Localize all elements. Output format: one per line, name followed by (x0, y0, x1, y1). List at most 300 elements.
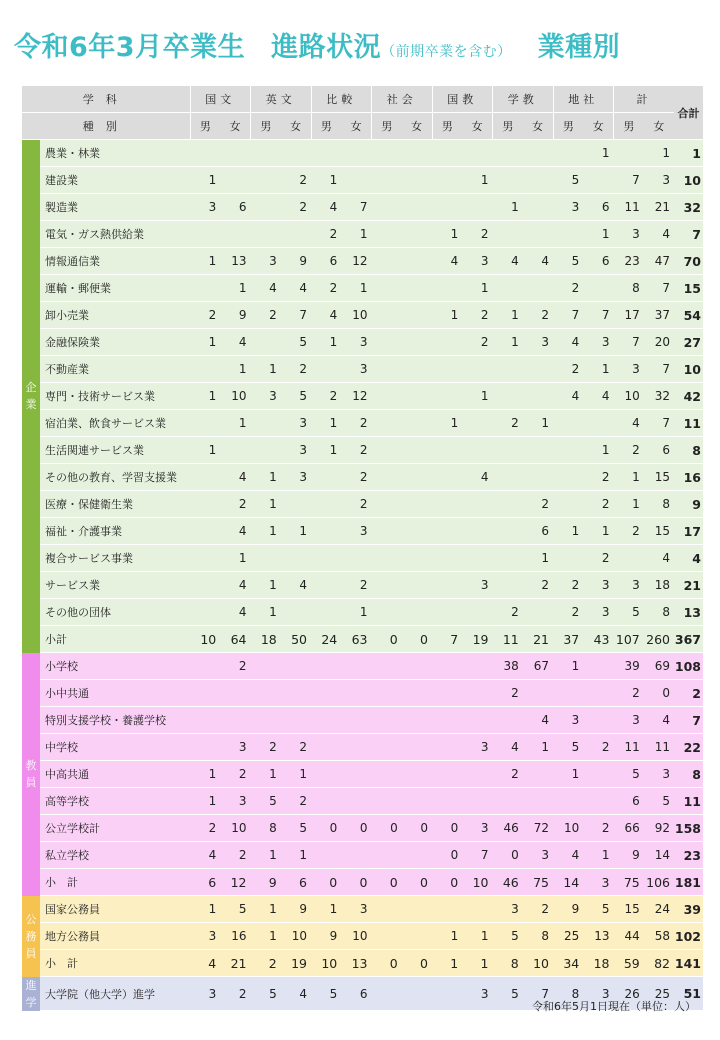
cell: 6 (220, 194, 250, 221)
cell: 5 (644, 788, 674, 815)
cell (311, 464, 341, 491)
cell: 2 (553, 275, 583, 302)
cell (493, 518, 523, 545)
cell (523, 761, 553, 788)
cell: 1 (311, 167, 341, 194)
cell (402, 896, 432, 923)
cell: 2 (220, 491, 250, 518)
cell (583, 275, 613, 302)
cell: 3 (583, 599, 613, 626)
cell (402, 518, 432, 545)
cell: 4 (644, 707, 674, 734)
cell: 2 (190, 302, 220, 329)
cell: 75 (614, 869, 644, 896)
cell (493, 140, 523, 167)
cell: 13 (583, 923, 613, 950)
cell: 0 (372, 950, 402, 977)
cell (190, 410, 220, 437)
cell: 4 (251, 275, 281, 302)
row-label: 高等学校 (40, 788, 190, 815)
cell: 5 (583, 896, 613, 923)
cell (402, 464, 432, 491)
cell (432, 437, 462, 464)
cell (190, 518, 220, 545)
row-label: 複合サービス事業 (40, 545, 190, 572)
cell (493, 275, 523, 302)
cell: 8 (644, 491, 674, 518)
cell: 2 (523, 302, 553, 329)
cell: 9 (311, 923, 341, 950)
cell: 1 (281, 761, 311, 788)
cell: 4 (583, 383, 613, 410)
cell: 15 (644, 464, 674, 491)
cell: 2 (281, 734, 311, 761)
cell: 1 (251, 572, 281, 599)
table-row (22, 491, 703, 518)
cell: 13 (220, 248, 250, 275)
row-total: 9 (674, 491, 703, 518)
cell: 4 (220, 518, 250, 545)
table-row (22, 356, 703, 383)
cell (523, 167, 553, 194)
cell: 1 (614, 464, 644, 491)
cell: 3 (614, 572, 644, 599)
cell (462, 653, 492, 680)
cell (220, 707, 250, 734)
cell: 6 (644, 437, 674, 464)
cell (190, 680, 220, 707)
cell: 0 (372, 626, 402, 653)
cell: 6 (523, 518, 553, 545)
cell: 5 (493, 977, 523, 1011)
cell (281, 599, 311, 626)
cell: 38 (493, 653, 523, 680)
cell (190, 545, 220, 572)
cell: 1 (281, 842, 311, 869)
cell: 1 (220, 275, 250, 302)
cell: 3 (462, 815, 492, 842)
row-label: 情報通信業 (40, 248, 190, 275)
cell: 7 (432, 626, 462, 653)
cell: 2 (493, 761, 523, 788)
cell: 1 (493, 302, 523, 329)
cell (402, 275, 432, 302)
header-female-1: 女 (281, 113, 311, 140)
header-male-2: 男 (311, 113, 341, 140)
cell: 10 (220, 815, 250, 842)
cell (432, 680, 462, 707)
cell (523, 140, 553, 167)
row-total: 8 (674, 437, 703, 464)
cell (402, 680, 432, 707)
cell (402, 842, 432, 869)
row-total: 8 (674, 761, 703, 788)
cell (281, 545, 311, 572)
cell: 7 (462, 842, 492, 869)
cell (553, 788, 583, 815)
cell (281, 221, 311, 248)
cell: 10 (553, 815, 583, 842)
cell (402, 410, 432, 437)
cell: 2 (220, 842, 250, 869)
cell: 8 (644, 599, 674, 626)
cell: 7 (583, 302, 613, 329)
cell: 1 (523, 410, 553, 437)
cell: 1 (311, 410, 341, 437)
row-label: その他の教育、学習支援業 (40, 464, 190, 491)
cell: 0 (372, 815, 402, 842)
cell: 1 (281, 518, 311, 545)
cell: 2 (281, 788, 311, 815)
cell: 3 (251, 383, 281, 410)
cell: 47 (644, 248, 674, 275)
row-label: 福祉・介護事業 (40, 518, 190, 545)
cell: 2 (493, 599, 523, 626)
cell: 23 (614, 248, 644, 275)
cell (583, 707, 613, 734)
row-label: 専門・技術サービス業 (40, 383, 190, 410)
cell (583, 680, 613, 707)
cell (523, 788, 553, 815)
cell: 2 (281, 167, 311, 194)
cell (432, 896, 462, 923)
table-row (22, 221, 703, 248)
cell: 3 (251, 248, 281, 275)
cell: 5 (251, 977, 281, 1011)
header-male-5: 男 (493, 113, 523, 140)
cell: 0 (402, 815, 432, 842)
cell (190, 599, 220, 626)
cell (251, 653, 281, 680)
cell: 4 (281, 572, 311, 599)
cell: 50 (281, 626, 311, 653)
cell: 59 (614, 950, 644, 977)
cell: 4 (190, 950, 220, 977)
cell (523, 194, 553, 221)
cell (432, 140, 462, 167)
row-total: 16 (674, 464, 703, 491)
cell (462, 680, 492, 707)
table-row (22, 734, 703, 761)
table-row (22, 275, 703, 302)
header-male-6: 男 (553, 113, 583, 140)
cell (372, 653, 402, 680)
cell: 25 (644, 977, 674, 1011)
cell: 3 (493, 896, 523, 923)
cell: 2 (523, 572, 553, 599)
cell (311, 356, 341, 383)
cell: 7 (644, 356, 674, 383)
header-dept-7: 計 (614, 86, 675, 113)
cell: 3 (190, 977, 220, 1011)
cell (432, 788, 462, 815)
cell: 1 (311, 329, 341, 356)
cell (251, 707, 281, 734)
cell (341, 167, 371, 194)
cell: 1 (614, 491, 644, 518)
cell: 17 (614, 302, 644, 329)
cell: 4 (220, 572, 250, 599)
row-total: 158 (674, 815, 703, 842)
cell (402, 734, 432, 761)
cell (462, 194, 492, 221)
cell: 2 (341, 437, 371, 464)
header-male-0: 男 (190, 113, 220, 140)
cell (372, 167, 402, 194)
cell (372, 194, 402, 221)
cell (402, 383, 432, 410)
header-female-5: 女 (523, 113, 553, 140)
row-label: 生活関連サービス業 (40, 437, 190, 464)
cell: 2 (311, 383, 341, 410)
cell: 1 (462, 167, 492, 194)
cell: 4 (281, 977, 311, 1011)
cell: 9 (251, 869, 281, 896)
cell: 1 (341, 221, 371, 248)
cell: 9 (614, 842, 644, 869)
cell: 1 (251, 599, 281, 626)
cell (341, 140, 371, 167)
cell: 1 (190, 788, 220, 815)
cell: 1 (493, 194, 523, 221)
cell (220, 140, 250, 167)
cell (432, 977, 462, 1011)
cell: 10 (341, 302, 371, 329)
row-label: 宿泊業、飲食サービス業 (40, 410, 190, 437)
cell: 12 (341, 383, 371, 410)
row-total: 70 (674, 248, 703, 275)
cell: 64 (220, 626, 250, 653)
cell: 21 (220, 950, 250, 977)
row-total: 27 (674, 329, 703, 356)
header-female-4: 女 (462, 113, 492, 140)
row-total: 11 (674, 788, 703, 815)
cell (462, 545, 492, 572)
cell (462, 599, 492, 626)
cell (372, 707, 402, 734)
header-dept-5: 学教 (493, 86, 554, 113)
cell: 3 (341, 329, 371, 356)
cell: 3 (523, 842, 553, 869)
row-total: 181 (674, 869, 703, 896)
cell: 9 (281, 248, 311, 275)
cell: 1 (553, 761, 583, 788)
header-male-1: 男 (251, 113, 281, 140)
cell: 10 (614, 383, 644, 410)
header-total: 合計 (674, 86, 703, 140)
cell: 6 (583, 248, 613, 275)
cell: 8 (523, 923, 553, 950)
row-label: 特別支援学校・養護学校 (40, 707, 190, 734)
table-row (22, 896, 703, 923)
row-label: 中学校 (40, 734, 190, 761)
cell: 1 (432, 950, 462, 977)
cell: 2 (462, 329, 492, 356)
header-dept-0: 国文 (190, 86, 251, 113)
cell: 8 (493, 950, 523, 977)
cell: 1 (462, 275, 492, 302)
row-label: 小 計 (40, 869, 190, 896)
cell: 2 (583, 491, 613, 518)
cell (583, 410, 613, 437)
cell: 37 (553, 626, 583, 653)
cell: 2 (251, 950, 281, 977)
cell: 1 (583, 437, 613, 464)
cell: 26 (614, 977, 644, 1011)
title-parenthetical: （前期卒業を含む） (381, 44, 512, 60)
cell (190, 491, 220, 518)
cell (432, 707, 462, 734)
cell (311, 761, 341, 788)
row-label: 建設業 (40, 167, 190, 194)
cell: 3 (341, 356, 371, 383)
cell: 3 (462, 572, 492, 599)
cell (402, 599, 432, 626)
row-label: 中高共通 (40, 761, 190, 788)
cell: 6 (311, 248, 341, 275)
cell: 5 (220, 896, 250, 923)
cell: 72 (523, 815, 553, 842)
subtotal-row (22, 869, 703, 896)
header-dept-4: 国教 (432, 86, 493, 113)
cell (311, 518, 341, 545)
cell: 2 (553, 356, 583, 383)
cell: 8 (614, 275, 644, 302)
cell: 69 (644, 653, 674, 680)
cell (462, 896, 492, 923)
cell (462, 437, 492, 464)
cell: 2 (341, 464, 371, 491)
cell (553, 464, 583, 491)
cell: 3 (281, 437, 311, 464)
cell: 1 (251, 842, 281, 869)
cell (341, 707, 371, 734)
cell (523, 437, 553, 464)
cell: 5 (281, 815, 311, 842)
row-total: 21 (674, 572, 703, 599)
cell (311, 491, 341, 518)
cell (432, 329, 462, 356)
cell (493, 545, 523, 572)
cell (523, 221, 553, 248)
cell (402, 221, 432, 248)
header-female-2: 女 (341, 113, 371, 140)
row-label: 小 計 (40, 950, 190, 977)
cell: 3 (553, 707, 583, 734)
cell: 12 (341, 248, 371, 275)
cell (462, 356, 492, 383)
cell: 2 (583, 464, 613, 491)
table-row (22, 464, 703, 491)
cell: 25 (553, 923, 583, 950)
header-male-3: 男 (372, 113, 402, 140)
cell: 1 (432, 302, 462, 329)
cell: 4 (553, 842, 583, 869)
cell: 18 (583, 950, 613, 977)
cell: 0 (432, 869, 462, 896)
category-c: 公務員 (22, 896, 40, 977)
cell: 1 (341, 599, 371, 626)
cell: 1 (583, 140, 613, 167)
cell: 3 (614, 356, 644, 383)
cell: 1 (432, 221, 462, 248)
cell: 2 (251, 734, 281, 761)
cell (614, 545, 644, 572)
cell (281, 491, 311, 518)
cell (432, 167, 462, 194)
cell: 4 (614, 410, 644, 437)
cell (372, 545, 402, 572)
cell: 1 (523, 734, 553, 761)
cell (251, 410, 281, 437)
cell: 6 (583, 194, 613, 221)
cell (553, 545, 583, 572)
cell (553, 221, 583, 248)
cell: 1 (644, 140, 674, 167)
cell: 10 (220, 383, 250, 410)
cell: 10 (523, 950, 553, 977)
table-row (22, 545, 703, 572)
career-table-body (22, 86, 703, 1011)
cell: 3 (583, 572, 613, 599)
cell (190, 707, 220, 734)
cell: 2 (311, 275, 341, 302)
cell: 1 (251, 896, 281, 923)
cell (311, 572, 341, 599)
table-row (22, 653, 703, 680)
cell: 0 (493, 842, 523, 869)
cell: 6 (614, 788, 644, 815)
cell: 21 (523, 626, 553, 653)
cell: 1 (190, 383, 220, 410)
row-label: 小中共通 (40, 680, 190, 707)
cell: 10 (190, 626, 220, 653)
cell: 1 (553, 518, 583, 545)
row-total: 39 (674, 896, 703, 923)
cell: 4 (220, 329, 250, 356)
cell: 2 (220, 653, 250, 680)
cell: 82 (644, 950, 674, 977)
cell: 3 (614, 221, 644, 248)
cell: 7 (614, 167, 644, 194)
cell (402, 491, 432, 518)
row-total: 108 (674, 653, 703, 680)
cell: 7 (644, 275, 674, 302)
cell: 2 (341, 572, 371, 599)
cell: 9 (220, 302, 250, 329)
cell: 1 (220, 545, 250, 572)
cell (493, 464, 523, 491)
cell (190, 221, 220, 248)
cell: 10 (341, 923, 371, 950)
cell (281, 680, 311, 707)
cell: 9 (553, 896, 583, 923)
cell (372, 302, 402, 329)
cell: 1 (523, 545, 553, 572)
cell (493, 572, 523, 599)
cell: 3 (614, 707, 644, 734)
cell (372, 383, 402, 410)
cell: 3 (190, 194, 220, 221)
cell: 0 (402, 626, 432, 653)
cell (432, 518, 462, 545)
row-total: 32 (674, 194, 703, 221)
cell: 4 (190, 842, 220, 869)
row-label: 国家公務員 (40, 896, 190, 923)
cell: 1 (583, 221, 613, 248)
cell (311, 842, 341, 869)
cell: 3 (523, 329, 553, 356)
